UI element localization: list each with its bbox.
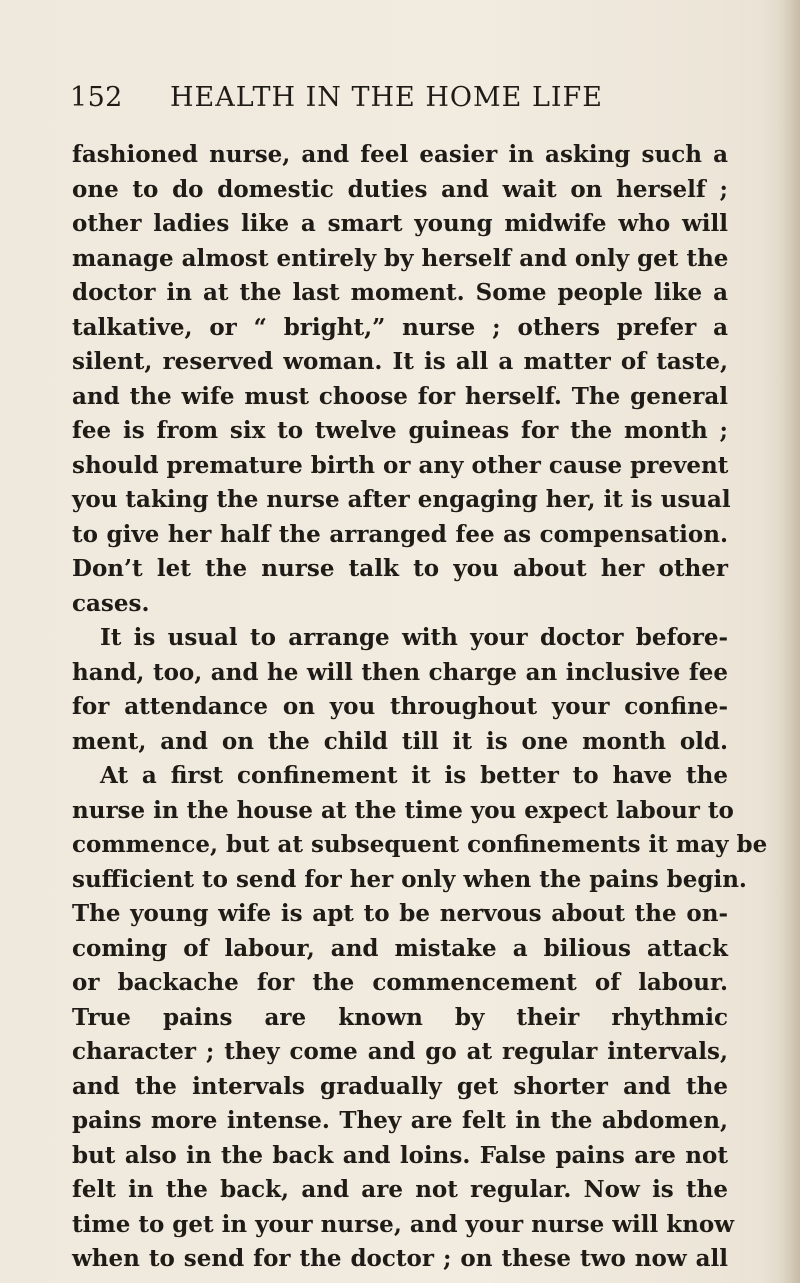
running-head-title: HEALTH IN THE HOME LIFE <box>170 82 603 113</box>
text-line: or backache for the commencement of labour. <box>72 969 728 996</box>
text-line: The young wife is apt to be nervous about the on- <box>72 900 728 927</box>
text-line: to give her half the arranged fee as compensation. <box>72 520 728 548</box>
text-line: cases. <box>72 589 150 617</box>
text-line: but also in the back and loins. False pains are not <box>72 1141 728 1169</box>
text-line: nurse in the house at the time you expect labour to <box>72 796 734 824</box>
text-line: and the wife must choose for herself. The general <box>72 382 728 410</box>
text-line: At a first confinement it is better to have the <box>100 762 728 789</box>
running-head <box>70 82 730 122</box>
text-line: manage almost entirely by herself and only get the <box>72 244 729 272</box>
text-line: felt in the back, and are not regular. Now is the <box>72 1176 728 1203</box>
text-line: coming of labour, and mistake a bilious attack <box>72 934 728 962</box>
text-line: ment, and on the child till it is one month old. <box>72 727 728 755</box>
text-line: for attendance on you throughout your confine- <box>72 693 728 720</box>
text-line: silent, reserved woman. It is all a matter of taste, <box>72 348 728 375</box>
text-line: fee is from six to twelve guineas for the month ; <box>72 417 728 444</box>
text-line: doctor in at the last moment. Some people like a <box>72 279 728 306</box>
text-line: True pains are known by their rhythmic <box>72 1003 728 1031</box>
text-line: should premature birth or any other cause prevent <box>72 451 729 479</box>
text-line: pains more intense. They are felt in the abdomen, <box>72 1107 728 1134</box>
text-line: sufficient to send for her only when the pains begin. <box>72 865 747 893</box>
body-text <box>72 138 768 1277</box>
text-line: It is usual to arrange with your doctor before- <box>100 624 728 651</box>
text-line: time to get in your nurse, and your nurse will know <box>72 1210 735 1238</box>
text-line: you taking the nurse after engaging her, it is usual <box>72 486 731 513</box>
text-line: Don’t let the nurse talk to you about her other <box>72 555 728 582</box>
text-line: fashioned nurse, and feel easier in asking such a <box>72 141 728 168</box>
page-edge-shadow <box>782 0 800 1283</box>
text-line: hand, too, and he will then charge an inclusive fee <box>72 658 728 686</box>
text-line: and the intervals gradually get shorter and the <box>72 1072 728 1100</box>
text-line: when to send for the doctor ; on these two now all <box>72 1245 728 1272</box>
text-line: commence, but at subsequent confinements it may be <box>72 831 768 858</box>
text-line: talkative, or “ bright,” nurse ; others prefer a <box>72 313 728 341</box>
text-line: one to do domestic duties and wait on herself ; <box>72 175 728 203</box>
text-line: character ; they come and go at regular intervals, <box>72 1038 728 1065</box>
page-number: 152 <box>70 82 123 113</box>
text-line: other ladies like a smart young midwife who will <box>72 210 728 237</box>
